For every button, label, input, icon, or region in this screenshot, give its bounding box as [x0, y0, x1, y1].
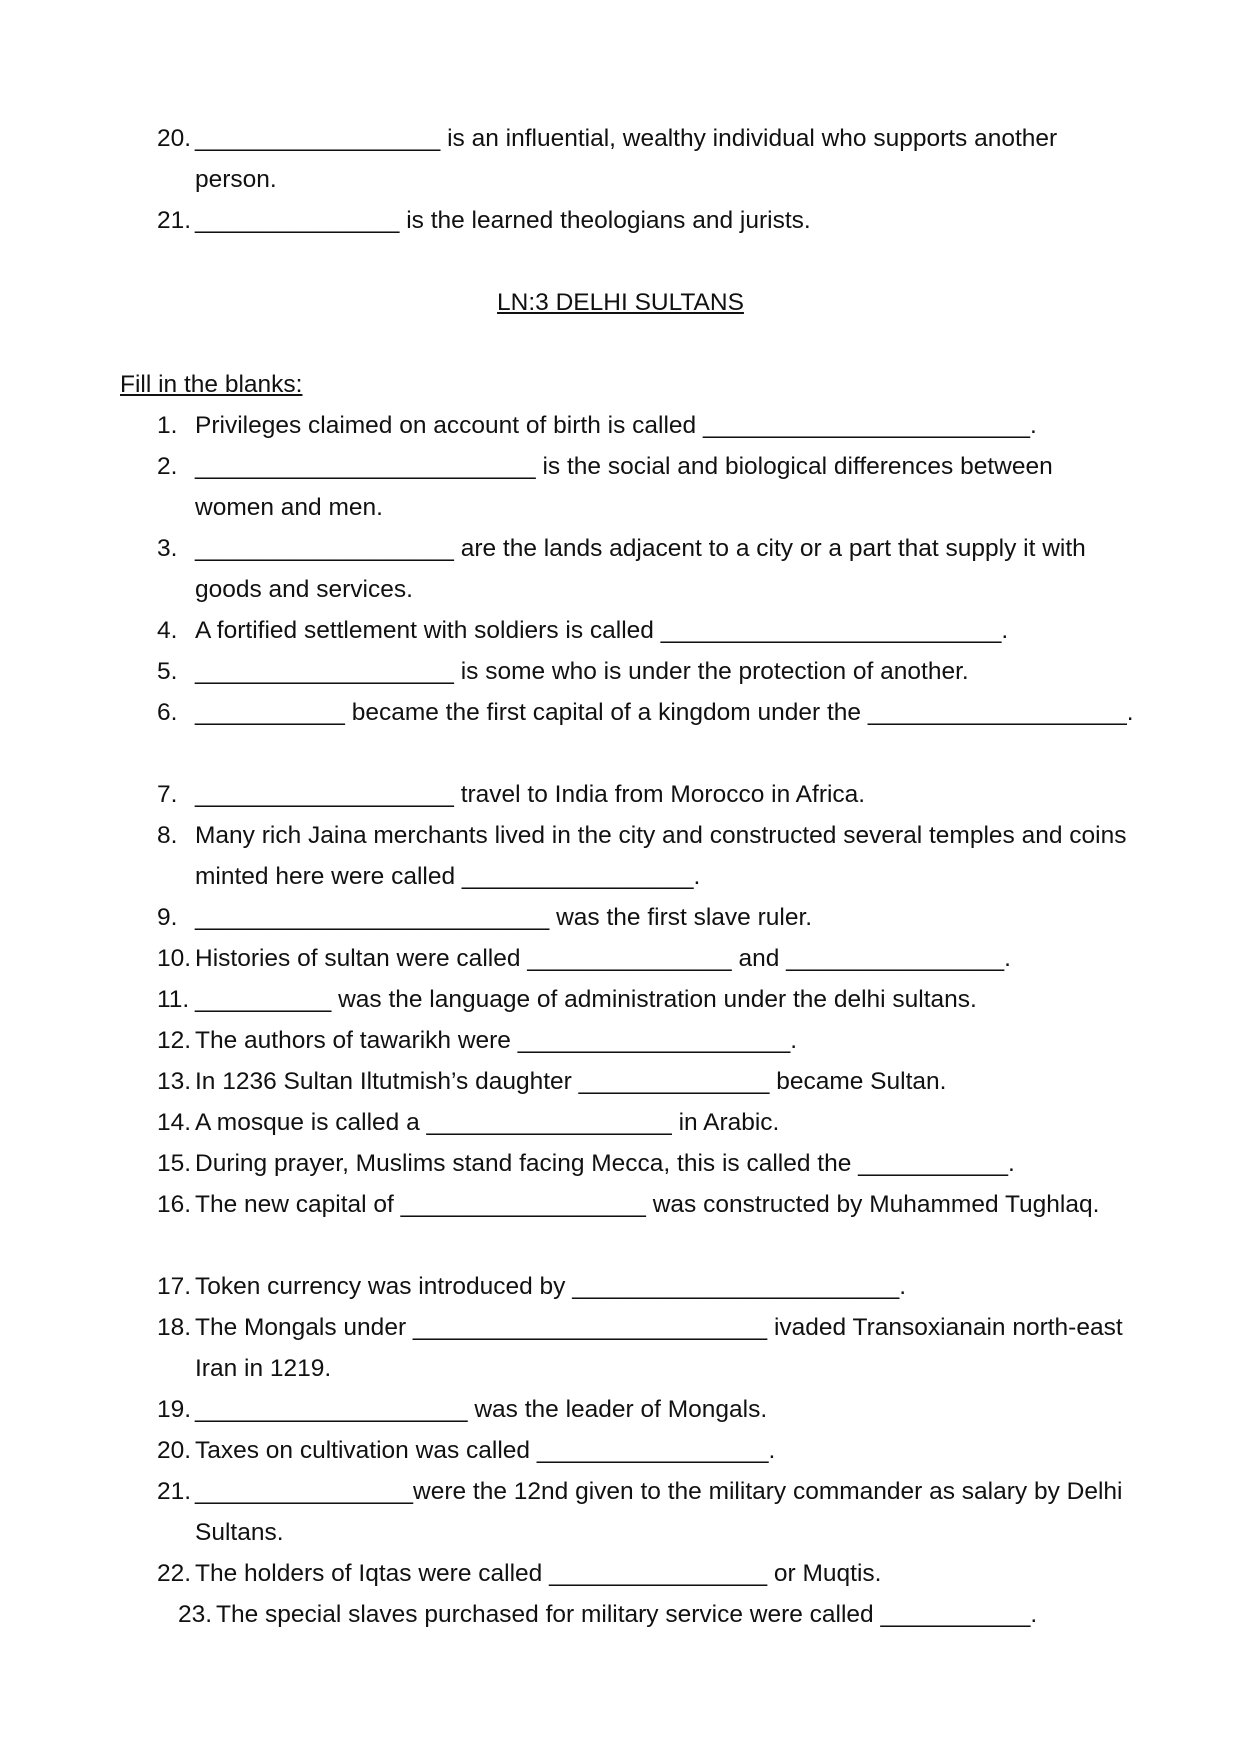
question-text: The holders of Iqtas were called ________________ or Muqtis. — [195, 1560, 882, 1587]
question-number: 2. — [157, 453, 178, 480]
question-3 — [157, 528, 1137, 610]
question-text: The Mongals under __________________________ ivaded Transoxianain north-east Iran in 1219. — [195, 1314, 1123, 1382]
question-20 — [157, 1430, 1137, 1471]
question-number: 12. — [157, 1027, 192, 1054]
question-text: A fortified settlement with soldiers is called _________________________. — [195, 617, 1009, 644]
question-9 — [157, 897, 1137, 938]
question-number: 14. — [157, 1109, 192, 1136]
question-text: The authors of tawarikh were ____________________. — [195, 1027, 798, 1054]
question-22 — [157, 1553, 1137, 1594]
section-heading: Fill in the blanks: — [120, 371, 303, 398]
question-number: 13. — [157, 1068, 192, 1095]
question-number: 15. — [157, 1150, 192, 1177]
question-number: 9. — [157, 904, 178, 931]
question-text: During prayer, Muslims stand facing Mecca, this is called the ___________. — [195, 1150, 1015, 1177]
question-number: 6. — [157, 699, 178, 726]
question-21 — [157, 1471, 1137, 1553]
question-8 — [157, 815, 1137, 897]
question-text: Token currency was introduced by ________________________. — [195, 1273, 907, 1300]
question-text: _________________________ is the social and biological differences between women and men. — [195, 453, 1053, 521]
question-text: A mosque is called a __________________ in Arabic. — [195, 1109, 780, 1136]
question-5 — [157, 651, 1137, 692]
question-number: 17. — [157, 1273, 192, 1300]
question-number: 3. — [157, 535, 178, 562]
question-text: The new capital of __________________ was constructed by Muhammed Tughlaq. — [195, 1191, 1100, 1218]
question-text: _______________ is the learned theologians and jurists. — [195, 207, 811, 234]
question-text: ________________were the 12nd given to the military commander as salary by Delhi Sultans. — [195, 1478, 1123, 1546]
question-number: 21. — [157, 1478, 192, 1505]
question-number: 1. — [157, 412, 178, 439]
question-number: 7. — [157, 781, 178, 808]
question-number: 10. — [157, 945, 192, 972]
question-10 — [157, 938, 1137, 979]
question-text: ___________ became the first capital of a kingdom under the ___________________. — [195, 699, 1134, 726]
question-23 — [178, 1594, 1158, 1635]
question-text: Histories of sultan were called _______________ and ________________. — [195, 945, 1011, 972]
question-number: 8. — [157, 822, 178, 849]
question-text: ____________________ was the leader of Mongals. — [195, 1396, 768, 1423]
question-text: __________________ is an influential, wealthy individual who supports another person. — [195, 125, 1058, 193]
question-6 — [157, 692, 1137, 733]
question-number: 23. — [178, 1601, 213, 1628]
question-text: ___________________ are the lands adjacent to a city or a part that supply it with goods and services. — [195, 535, 1086, 603]
question-2 — [157, 446, 1137, 528]
question-number: 5. — [157, 658, 178, 685]
question-11 — [157, 979, 1137, 1020]
lesson-title: LN:3 DELHI SULTANS — [497, 289, 744, 316]
question-text: Taxes on cultivation was called _________________. — [195, 1437, 776, 1464]
question-13 — [157, 1061, 1137, 1102]
prev-question-21 — [157, 200, 1137, 241]
question-19 — [157, 1389, 1137, 1430]
question-18 — [157, 1307, 1137, 1389]
question-number: 21. — [157, 207, 192, 234]
question-number: 11. — [157, 986, 190, 1013]
question-14 — [157, 1102, 1137, 1143]
question-16 — [157, 1184, 1137, 1225]
question-text: __________ was the language of administration under the delhi sultans. — [195, 986, 977, 1013]
question-15 — [157, 1143, 1137, 1184]
question-text: ___________________ travel to India from Morocco in Africa. — [195, 781, 866, 808]
prev-question-20 — [157, 118, 1137, 200]
question-text: ___________________ is some who is under the protection of another. — [195, 658, 969, 685]
question-text: In 1236 Sultan Iltutmish’s daughter ______________ became Sultan. — [195, 1068, 947, 1095]
question-number: 19. — [157, 1396, 192, 1423]
question-1 — [157, 405, 1137, 446]
question-number: 18. — [157, 1314, 192, 1341]
question-text: Many rich Jaina merchants lived in the city and constructed several temples and coins minted here were called _________________. — [195, 822, 1127, 890]
question-17 — [157, 1266, 1137, 1307]
question-number: 16. — [157, 1191, 192, 1218]
question-number: 22. — [157, 1560, 192, 1587]
question-text: Privileges claimed on account of birth is called ________________________. — [195, 412, 1037, 439]
question-number: 20. — [157, 125, 192, 152]
question-number: 20. — [157, 1437, 192, 1464]
question-number: 4. — [157, 617, 178, 644]
question-text: __________________________ was the first slave ruler. — [195, 904, 813, 931]
question-12 — [157, 1020, 1137, 1061]
question-text: The special slaves purchased for military service were called ___________. — [216, 1601, 1038, 1628]
question-4 — [157, 610, 1137, 651]
question-7 — [157, 774, 1137, 815]
